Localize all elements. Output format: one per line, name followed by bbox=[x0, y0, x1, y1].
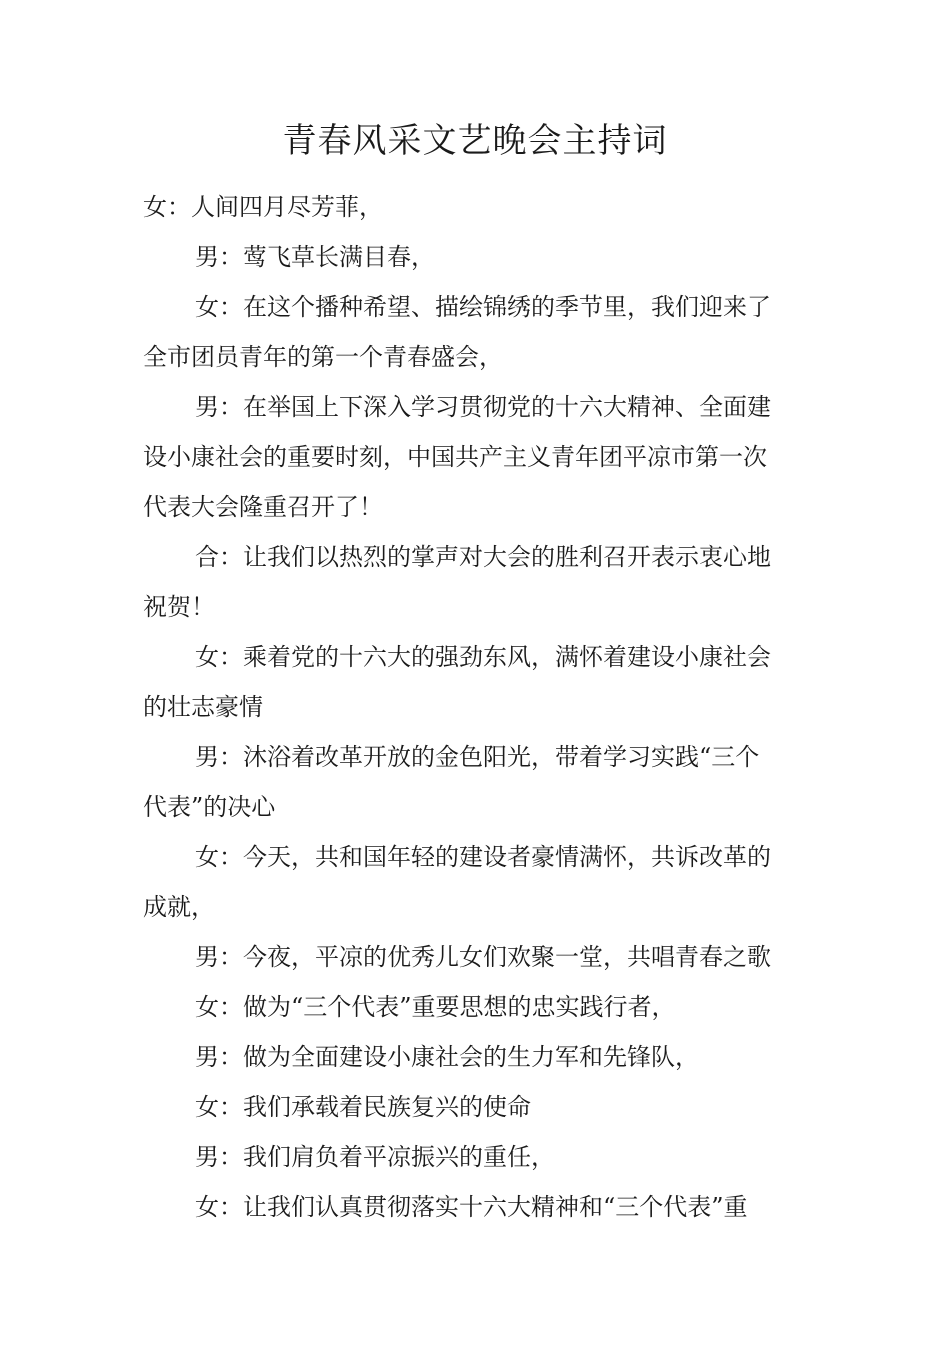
document-title: 青春风采文艺晚会主持词 bbox=[282, 121, 668, 161]
text-line: 代表”的决心 bbox=[143, 793, 276, 821]
text-line: 祝贺！ bbox=[143, 593, 215, 621]
text-line: 设小康社会的重要时刻，中国共产主义青年团平凉市第一次 bbox=[143, 443, 767, 471]
text-line: 男：沐浴着改革开放的金色阳光，带着学习实践“三个 bbox=[195, 743, 760, 771]
text-line: 女：做为“三个代表”重要思想的忠实践行者， bbox=[195, 993, 676, 1021]
text-line: 女：人间四月尽芳菲， bbox=[143, 193, 383, 221]
text-line: 成就， bbox=[143, 893, 215, 921]
text-line: 男：做为全面建设小康社会的生力军和先锋队， bbox=[195, 1043, 699, 1071]
text-line: 女：今天，共和国年轻的建设者豪情满怀，共诉改革的 bbox=[195, 843, 771, 871]
text-line: 女：让我们认真贯彻落实十六大精神和“三个代表”重 bbox=[195, 1193, 748, 1221]
text-line: 代表大会隆重召开了！ bbox=[143, 493, 383, 521]
text-line: 女：我们承载着民族复兴的使命 bbox=[195, 1093, 531, 1121]
text-line: 男：我们肩负着平凉振兴的重任， bbox=[195, 1143, 555, 1171]
text-line: 男：莺飞草长满目春， bbox=[195, 243, 435, 271]
text-line: 男：今夜，平凉的优秀儿女们欢聚一堂，共唱青春之歌 bbox=[195, 943, 771, 971]
text-line: 男：在举国上下深入学习贯彻党的十六大精神、全面建 bbox=[195, 393, 771, 421]
text-line: 全市团员青年的第一个青春盛会， bbox=[143, 343, 503, 371]
text-line: 女：乘着党的十六大的强劲东风，满怀着建设小康社会 bbox=[195, 643, 771, 671]
text-line: 女：在这个播种希望、描绘锦绣的季节里，我们迎来了 bbox=[195, 293, 771, 321]
text-line: 合：让我们以热烈的掌声对大会的胜利召开表示衷心地 bbox=[195, 543, 771, 571]
text-line: 的壮志豪情 bbox=[143, 693, 263, 721]
